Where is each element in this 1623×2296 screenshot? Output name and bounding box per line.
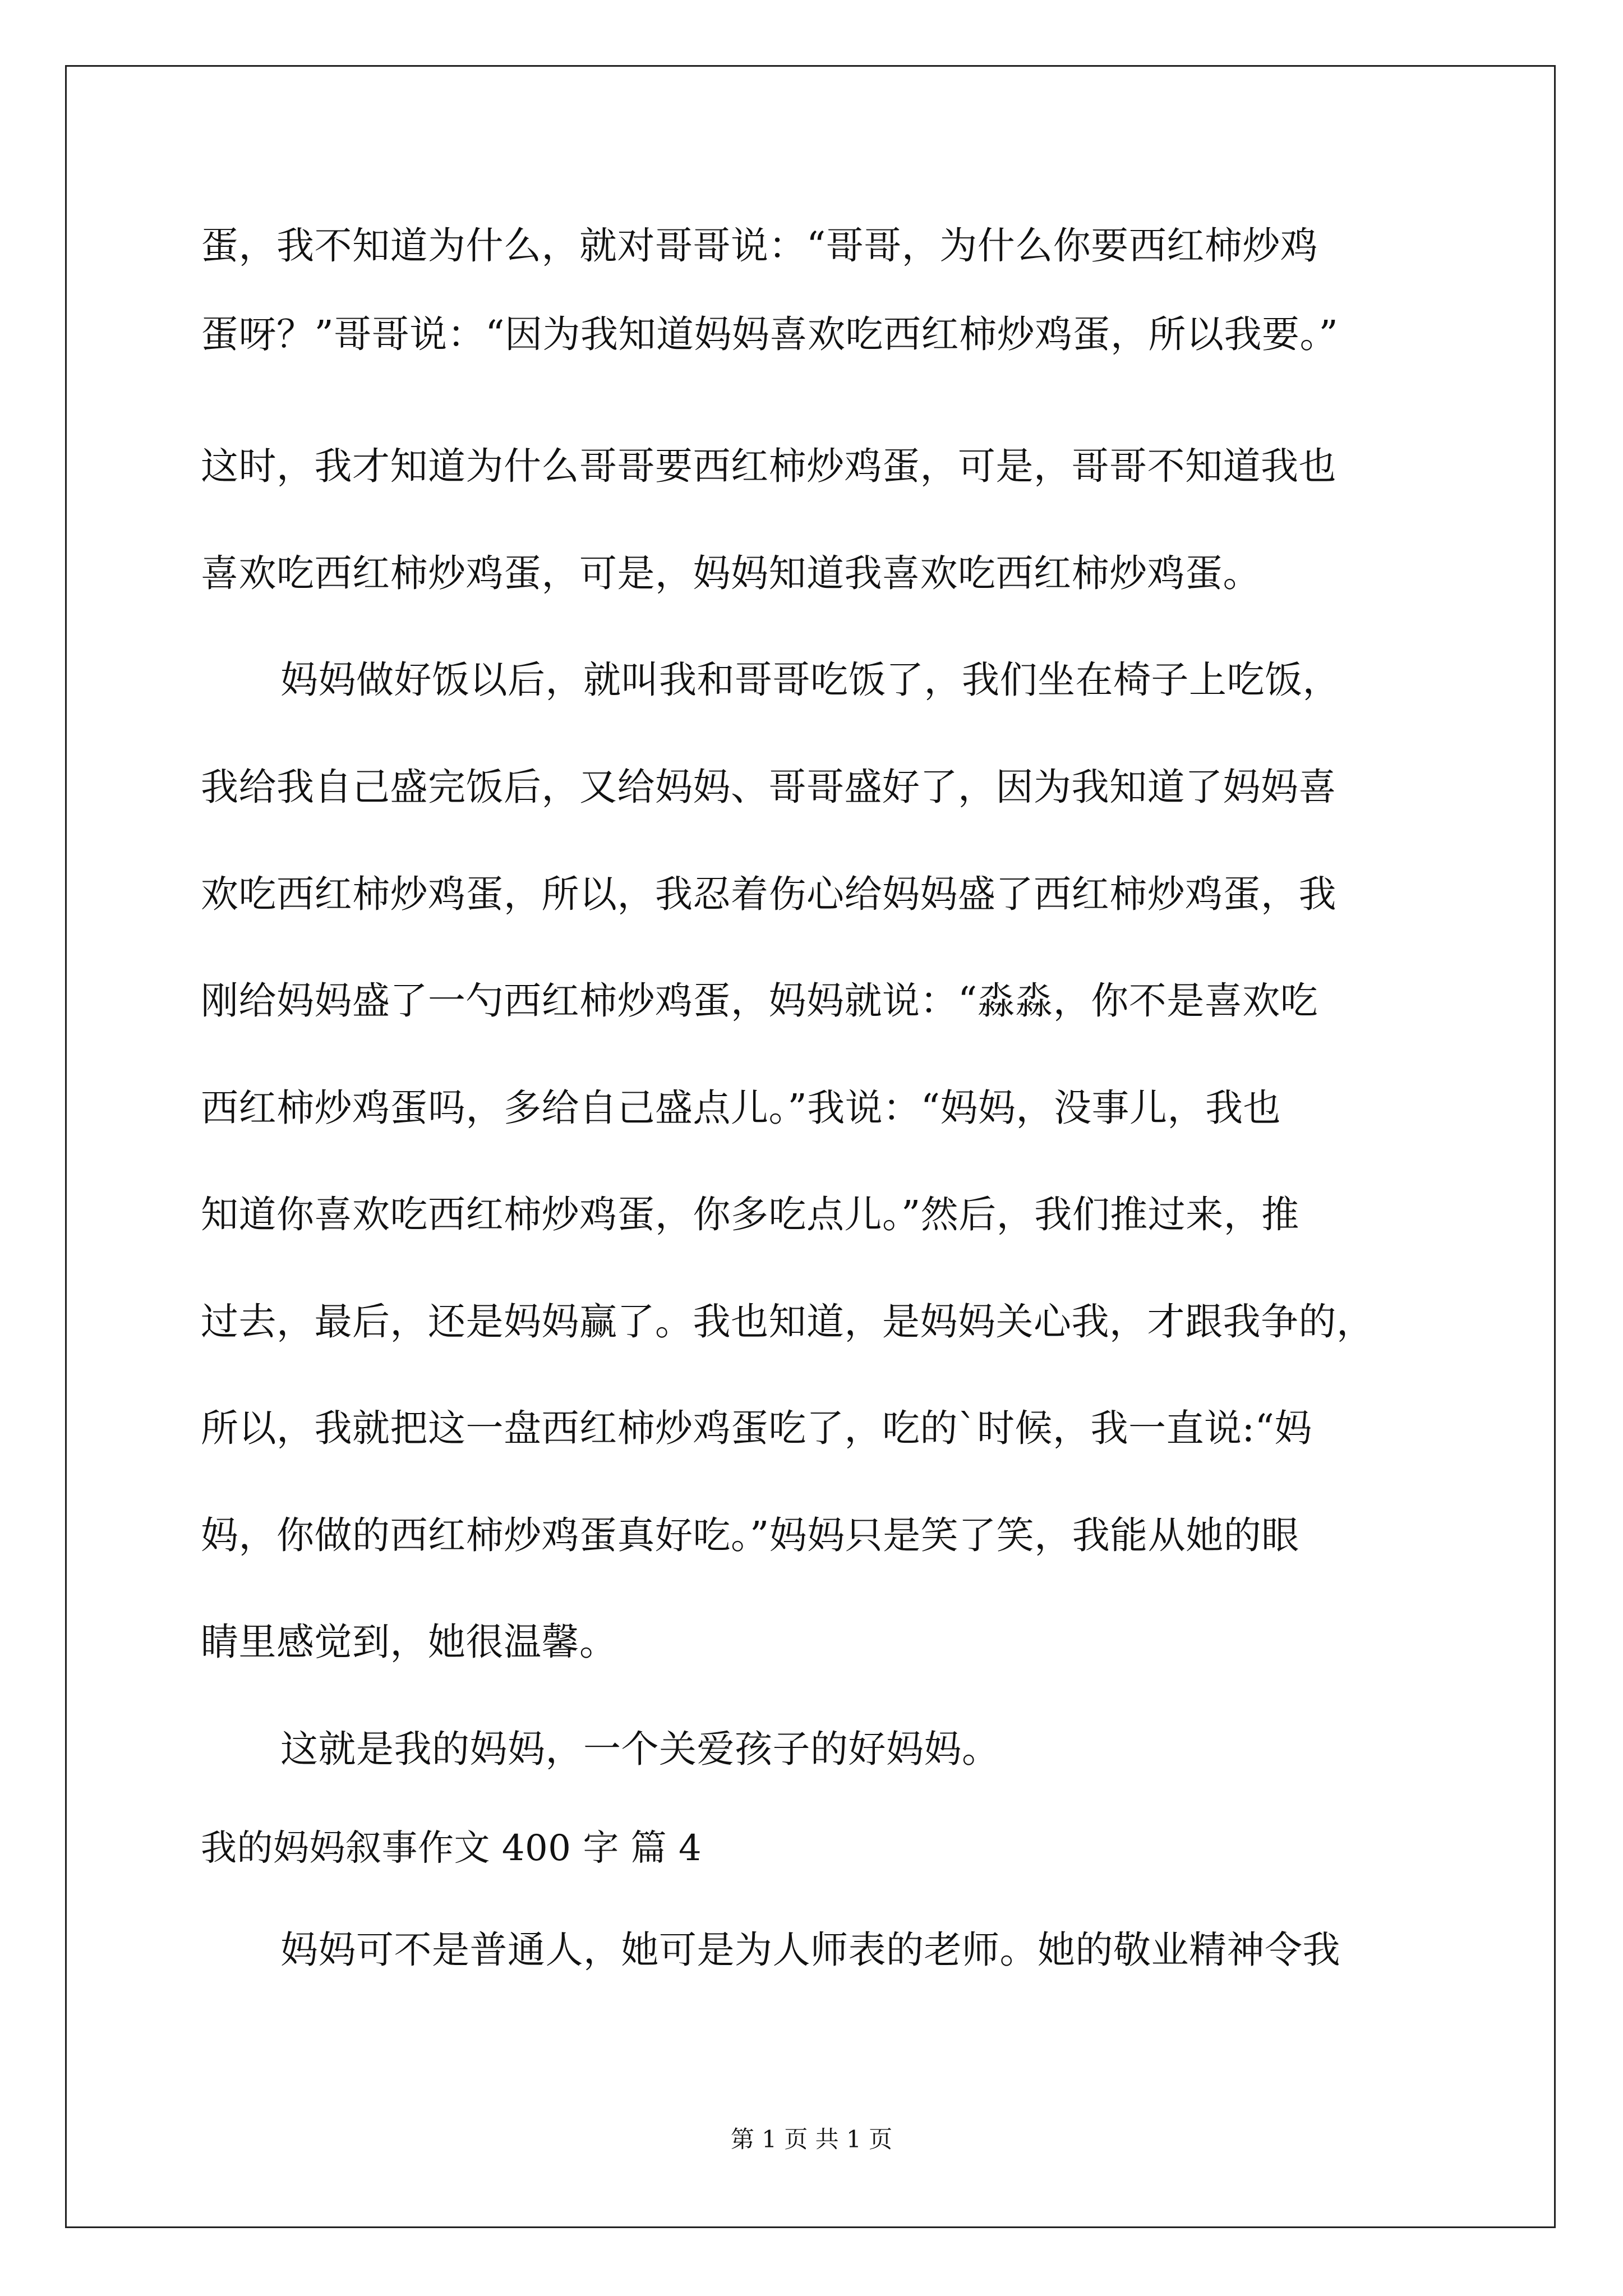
text-line-9: 西红柿炒鸡蛋吗，多给自己盛点儿。”我说：“妈妈，没事儿，我也: [201, 1086, 1281, 1130]
text-line-6: 我给我自己盛完饭后，又给妈妈、哥哥盛好了，因为我知道了妈妈喜: [201, 765, 1336, 809]
paragraph-start-line: 这就是我的妈妈，一个关爱孩子的好妈妈。: [280, 1727, 1000, 1771]
paragraph-start-line: 妈妈可不是普通人，她可是为人师表的老师。她的敬业精神令我: [280, 1928, 1340, 1972]
text-line-4: 喜欢吃西红柿炒鸡蛋，可是，妈妈知道我喜欢吃西红柿炒鸡蛋。: [201, 551, 1261, 595]
text-line-7: 欢吃西红柿炒鸡蛋，所以，我忍着伤心给妈妈盛了西红柿炒鸡蛋，我: [201, 872, 1336, 916]
section-heading: 我的妈妈叙事作文 400 字 篇 4: [201, 1828, 702, 1869]
paragraph-start-line: 妈妈做好饭以后，就叫我和哥哥吃饭了，我们坐在椅子上吃饭，: [280, 658, 1340, 702]
text-line-8: 刚给妈妈盛了一勺西红柿炒鸡蛋，妈妈就说：“淼淼，你不是喜欢吃: [201, 979, 1318, 1023]
text-line-3: 这时，我才知道为什么哥哥要西红柿炒鸡蛋，可是，哥哥不知道我也: [201, 444, 1336, 488]
text-line-13: 妈，你做的西红柿炒鸡蛋真好吃。”妈妈只是笑了笑，我能从她的眼: [201, 1513, 1299, 1557]
page-border: [65, 65, 1556, 2228]
page-footer: 第 1 页 共 1 页: [730, 2125, 893, 2153]
text-line-2: 蛋呀？”哥哥说：“因为我知道妈妈喜欢吃西红柿炒鸡蛋，所以我要。”: [201, 312, 1339, 356]
text-line-12: 所以，我就把这一盘西红柿炒鸡蛋吃了，吃的`时候，我一直说:“妈: [201, 1406, 1312, 1450]
text-line-11: 过去，最后，还是妈妈赢了。我也知道，是妈妈关心我，才跟我争的，: [201, 1300, 1375, 1343]
text-line-1: 蛋，我不知道为什么，就对哥哥说：“哥哥，为什么你要西红柿炒鸡: [201, 224, 1318, 268]
text-line-14: 睛里感觉到，她很温馨。: [201, 1620, 617, 1664]
text-line-10: 知道你喜欢吃西红柿炒鸡蛋，你多吃点儿。”然后，我们推过来，推: [201, 1193, 1299, 1236]
